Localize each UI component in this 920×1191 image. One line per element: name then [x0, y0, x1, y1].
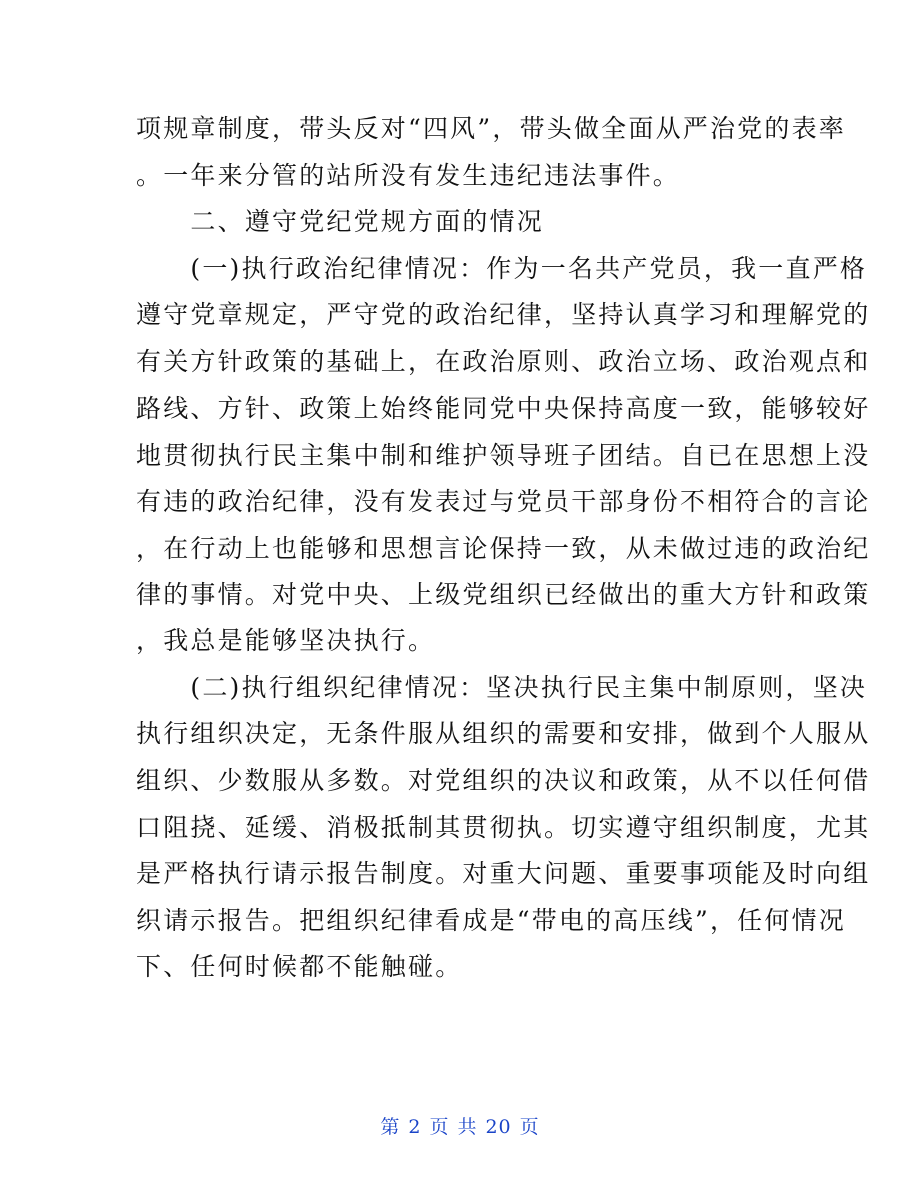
footer-total-word: 共 [457, 1116, 478, 1138]
total-pages-number: 20 [485, 1116, 512, 1138]
text-line: 有违的政治纪律，没有发表过与党员干部身份不相符合的言论 [136, 487, 871, 516]
page-footer [0, 1112, 920, 1139]
footer-prefix: 第 [380, 1116, 401, 1138]
text-line: 织请示报告。把组织纪律看成是“带电的高压线”，任何情况 [136, 906, 846, 935]
text-line: 下、任何时候都不能触碰。 [136, 952, 463, 981]
text-line: 有关方针政策的基础上，在政治原则、政治立场、政治观点和 [136, 347, 871, 376]
text-line: 路线、方针、政策上始终能同党中央保持高度一致，能够较好 [136, 394, 871, 423]
text-line: 。一年来分管的站所没有发生违纪违法事件。 [136, 161, 681, 190]
text-line: 口阻挠、延缓、消极抵制其贯彻执。切实遵守组织制度，尤其 [136, 813, 871, 842]
text-line: 二、遵守党纪党规方面的情况 [136, 207, 545, 236]
text-line: 执行组织决定，无条件服从组织的需要和安排，做到个人服从 [136, 719, 871, 748]
text-line: 项规章制度，带头反对“四风”，带头做全面从严治党的表率 [136, 114, 846, 143]
text-line: 律的事情。对党中央、上级党组织已经做出的重大方针和政策 [136, 580, 871, 609]
text-line: 是严格执行请示报告制度。对重大问题、重要事项能及时向组 [136, 859, 871, 888]
text-line: ，我总是能够坚决执行。 [136, 626, 436, 655]
text-line: 组织、少数服从多数。对党组织的决议和政策，从不以任何借 [136, 766, 871, 795]
text-line: (一)执行政治纪律情况：作为一名共产党员，我一直严格 [136, 254, 868, 283]
text-line: (二)执行组织纪律情况：坚决执行民主集中制原则，坚决 [136, 673, 868, 702]
text-line: 地贯彻执行民主集中制和维护领导班子团结。自已在思想上没 [136, 441, 871, 470]
text-line: ，在行动上也能够和思想言论保持一致，从未做过违的政治纪 [136, 534, 871, 563]
text-line: 遵守党章规定，严守党的政治纪律，坚持认真学习和理解党的 [136, 300, 871, 329]
current-page-number: 2 [408, 1116, 422, 1138]
footer-page-word: 页 [429, 1116, 450, 1138]
footer-suffix: 页 [519, 1116, 540, 1138]
